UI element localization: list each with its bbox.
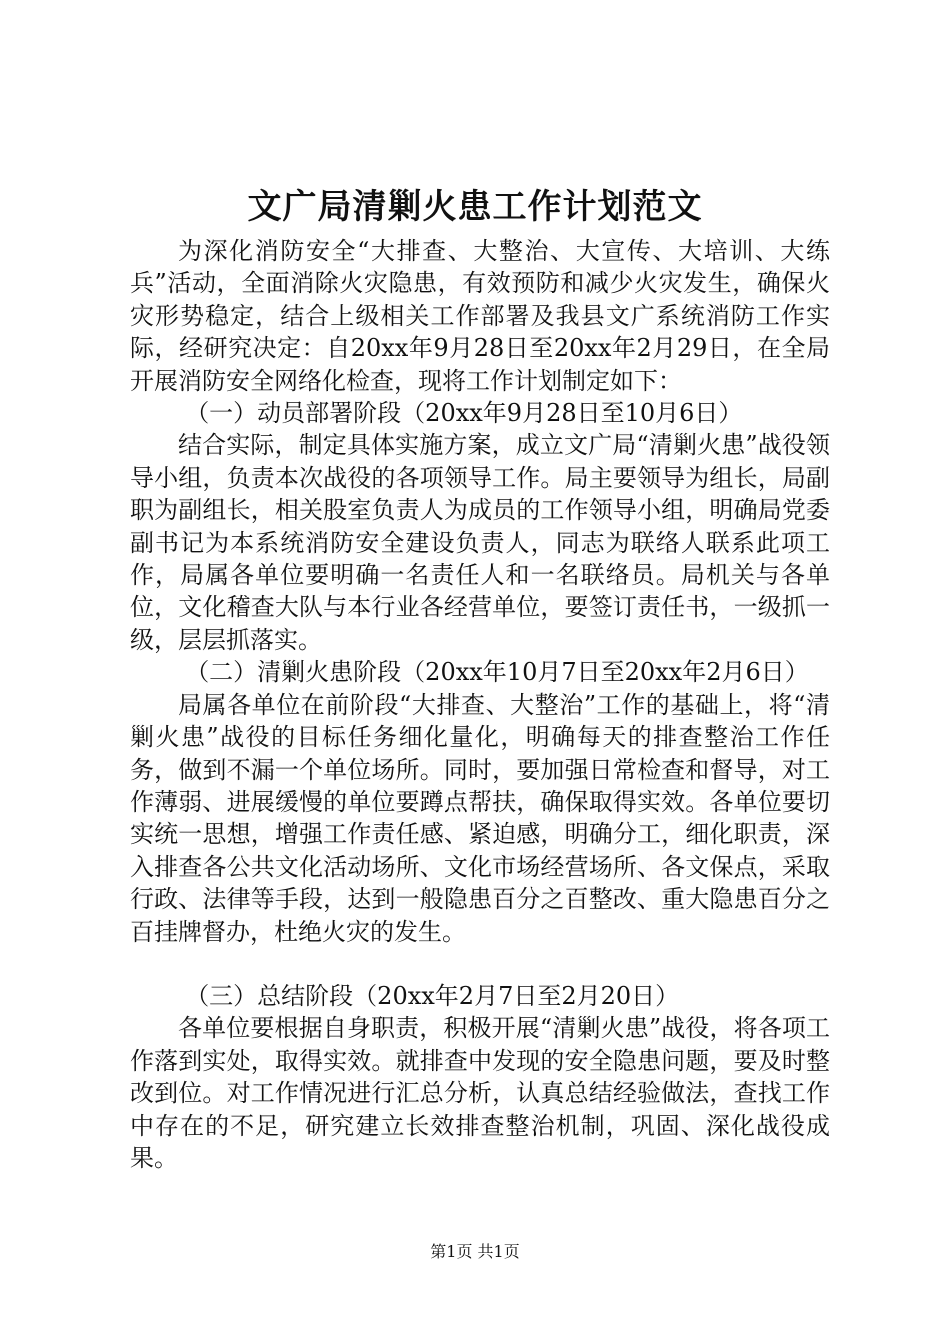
- section-heading-2: （二）清剿火患阶段（20xx年10月7日至20xx年2月6日）: [185, 658, 809, 687]
- section-heading-1: （一）动员部署阶段（20xx年9月28日至10月6日）: [185, 399, 743, 428]
- section-body-3: 各单位要根据自身职责，积极开展“清剿火患”战役，将各项工作落到实处，取得实效。就排查中发现的安全隐患问题，要及时整改到位。对工作情况进行汇总分析，认真总结经验做法，查找工作中存在的不足，研究建立长效排查整治机制，巩固、深化战役成果。: [130, 1014, 830, 1172]
- intro-paragraph: 为深化消防安全“大排查、大整治、大宣传、大培训、大练兵”活动，全面消除火灾隐患，有效预防和减少火灾发生，确保火灾形势稳定，结合上级相关工作部署及我县文广系统消防工作实际，经研究决定：自20xx年9月28日至20xx年2月29日，在全局开展消防安全网络化检查，现将工作计划制定如下：: [130, 237, 830, 395]
- section-heading-3: （三）总结阶段（20xx年2月7日至2月20日）: [185, 981, 680, 1010]
- section-body-2: 局属各单位在前阶段“大排查、大整治”工作的基础上，将“清剿火患”战役的目标任务细化量化，明确每天的排查整治工作任务，做到不漏一个单位场所。同时，要加强日常检查和督导，对工作薄弱、进展缓慢的单位要蹲点帮扶，确保取得实效。各单位要切实统一思想，增强工作责任感、紧迫感，明确分工，细化职责，深入排查各公共文化活动场所、文化市场经营场所、各文保点，采取行政、法律等手段，达到一般隐患百分之百整改、重大隐患百分之百挂牌督办，杜绝火灾的发生。: [130, 690, 830, 946]
- section-body-1: 结合实际，制定具体实施方案，成立文广局“清剿火患”战役领导小组，负责本次战役的各项领导工作。局主要领导为组长，局副职为副组长，相关股室负责人为成员的工作领导小组，明确局党委副书记为本系统消防安全建设负责人，同志为联络人联系此项工作，局属各单位要明确一名责任人和一名联络员。局机关与各单位，文化稽查大队与本行业各经营单位，要签订责任书，一级抓一级，层层抓落实。: [130, 431, 830, 654]
- document-body: [130, 235, 830, 1174]
- paragraph-spacer: [130, 948, 830, 980]
- page-footer: 第1页 共1页: [430, 1242, 520, 1261]
- document-title: 文广局清剿火患工作计划范文: [247, 187, 703, 227]
